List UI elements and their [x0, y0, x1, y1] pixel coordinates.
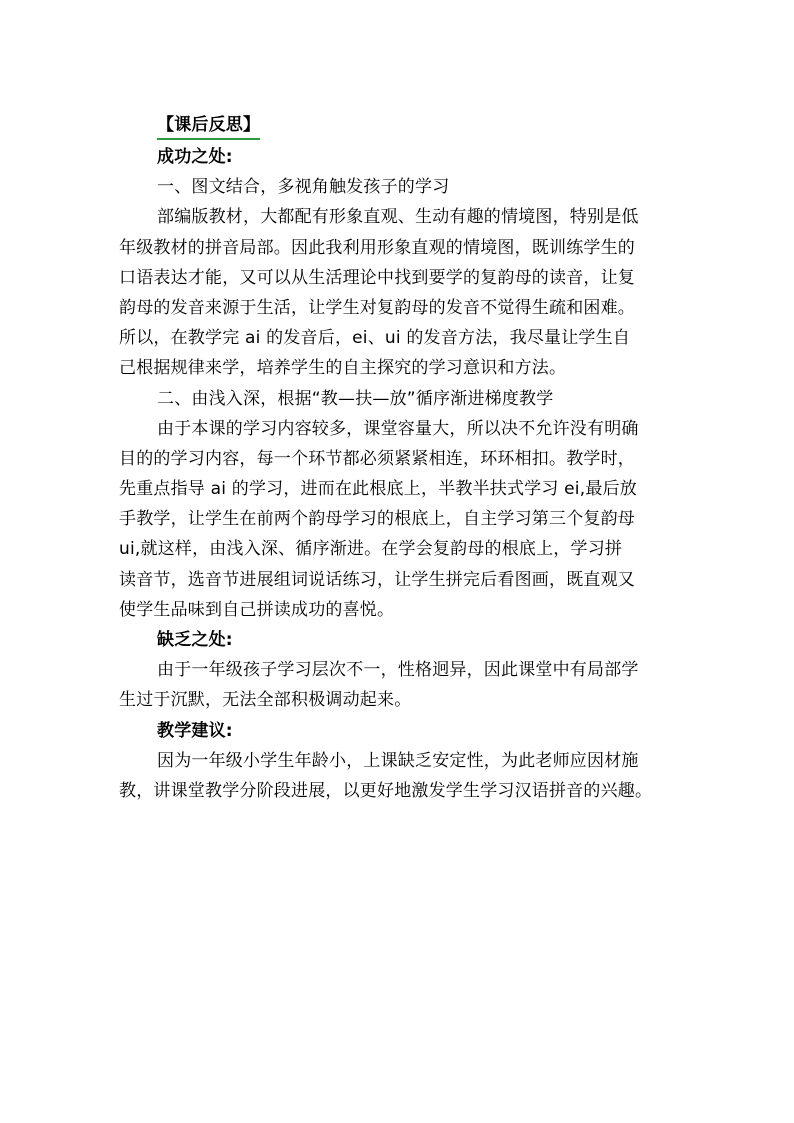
paragraph-line: 读音节，选音节进展组词说话练习，让学生拼完后看图画，既直观又: [119, 569, 635, 590]
success-heading: 成功之处:: [157, 147, 233, 167]
point2-heading: 二、由浅入深，根据“教—扶—放”循序渐进梯度教学: [157, 388, 554, 409]
paragraph-line: 口语表达才能，又可以从生活理论中找到要学的复韵母的读音，让复: [119, 267, 635, 288]
reflection-content: [119, 110, 689, 806]
paragraph-line: 韵母的发音来源于生活，让学生对复韵母的发音不觉得生疏和困难。: [119, 297, 635, 318]
suggestion-heading: 教学建议:: [157, 720, 233, 741]
paragraph-line: 手教学，让学生在前两个韵母学习的根底上，自主学习第三个复韵母: [119, 509, 635, 530]
paragraph-line: 使学生品味到自己拼读成功的喜悦。: [119, 599, 395, 620]
point2-paragraph: [119, 414, 689, 625]
title-line: [119, 110, 689, 142]
paragraph-line: 由于一年级孩子学习层次不一，性格迥异，因此课堂中有局部学: [157, 660, 639, 681]
paragraph-line: 目的的学习内容，每一个环节都必须紧紧相连，环环相扣。教学时，: [119, 448, 635, 469]
section-title: 【课后反思】: [157, 113, 260, 140]
point1-paragraph: [119, 202, 689, 383]
paragraph-line: 教，讲课堂教学分阶段进展，以更好地激发学生学习汉语拼音的兴趣。: [119, 780, 653, 801]
paragraph-line: 部编版教材，大都配有形象直观、生动有趣的情境图，特别是低: [157, 207, 639, 228]
point1-heading: 一、图文结合，多视角触发孩子的学习: [157, 177, 450, 198]
paragraph-line: 己根据规律来学，培养学生的自主探究的学习意识和方法。: [119, 358, 567, 379]
paragraph-line: 由于本课的学习内容较多，课堂容量大，所以决不允许没有明确: [157, 418, 639, 439]
paragraph-line: 因为一年级小学生年龄小，上课缺乏安定性，为此老师应因材施: [157, 750, 639, 771]
paragraph-line: 先重点指导 ai 的学习，进而在此根底上，半教半扶式学习 ei,最后放: [119, 479, 637, 500]
paragraph-line: 所以，在教学完 ai 的发音后，ei、ui 的发音方法，我尽量让学生自: [119, 328, 631, 349]
paragraph-line: 生过于沉默，无法全部积极调动起来。: [119, 690, 412, 711]
paragraph-line: 年级教材的拼音局部。因此我利用形象直观的情境图，既训练学生的: [119, 237, 635, 258]
shortcoming-heading: 缺乏之处:: [157, 630, 233, 650]
suggestion-paragraph: [119, 746, 689, 806]
shortcoming-paragraph: [119, 655, 689, 715]
paragraph-line: ui,就这样，由浅入深、循序渐进。在学会复韵母的根底上，学习拼: [119, 539, 623, 560]
